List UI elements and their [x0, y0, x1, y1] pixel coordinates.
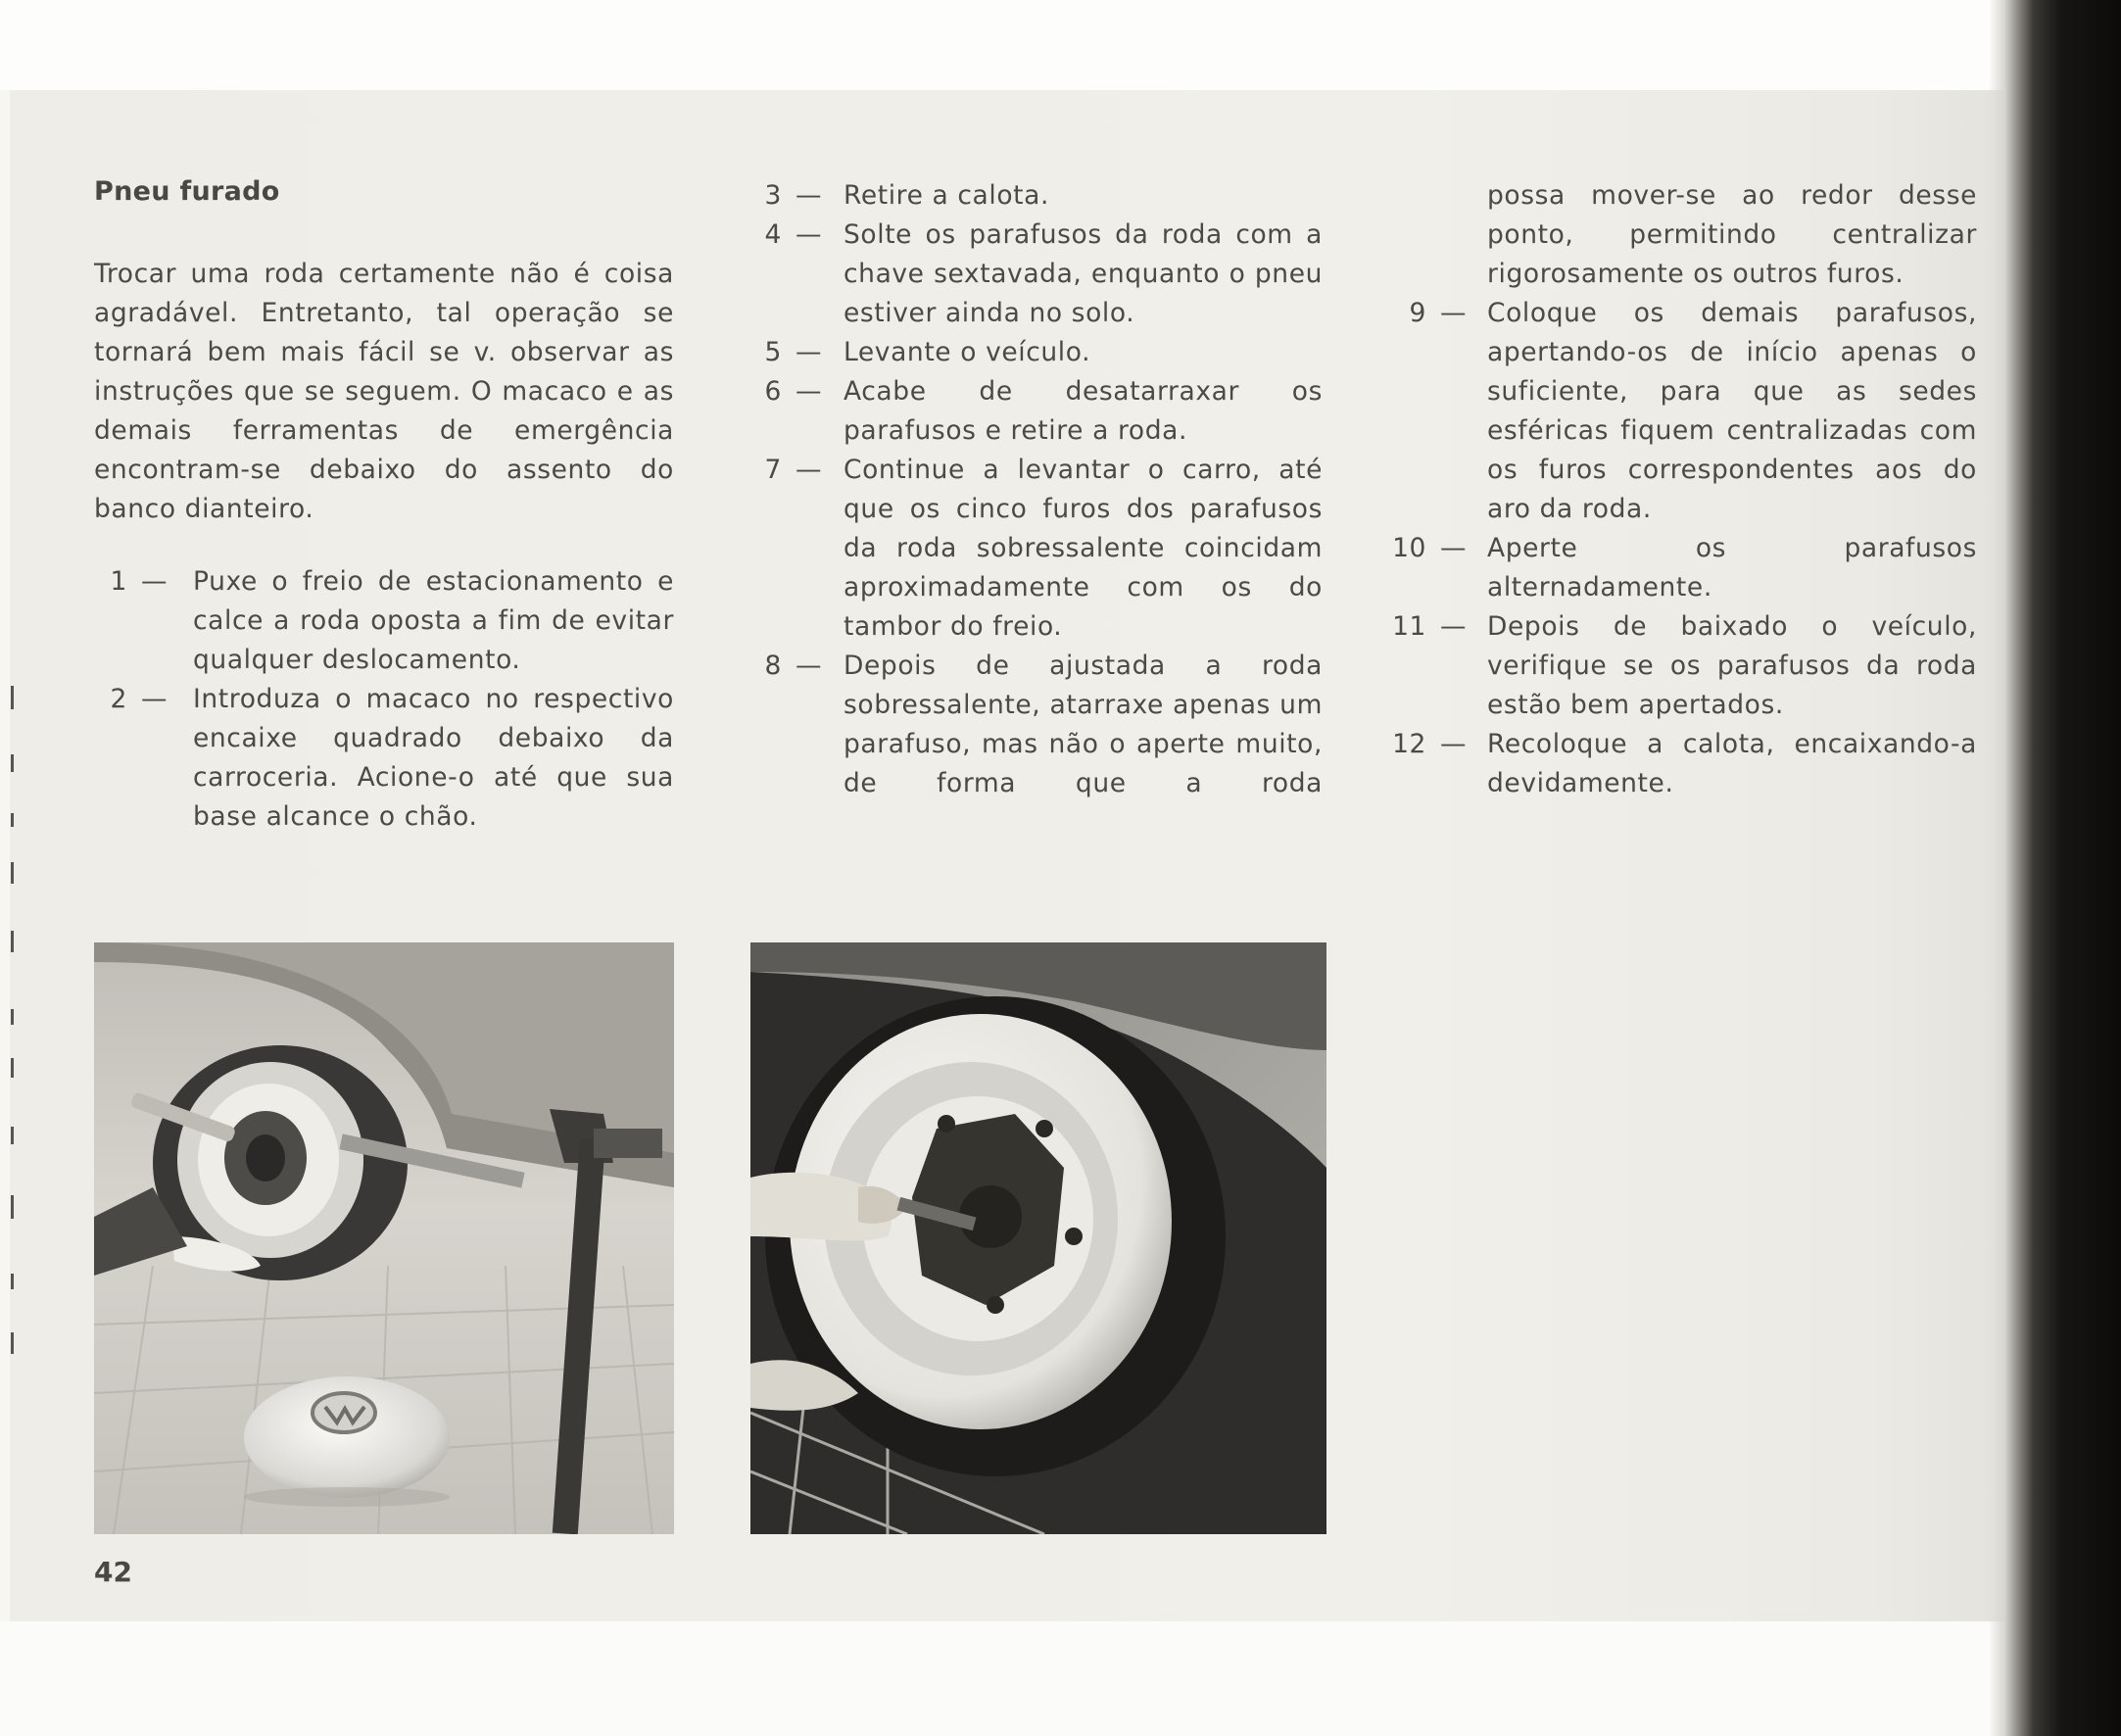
step-text: Depois de baixado o veículo, verifique se os parafusos da roda estão bem apertados. [1487, 611, 1977, 720]
step-item [1389, 725, 1977, 803]
step-text: Aperte os parafusos alternadamente. [1487, 533, 1977, 603]
step-text: possa mover-se ao redor desse ponto, permitindo centralizar rigorosamente os outros furos. [1487, 180, 1977, 289]
step-dash: — [1440, 611, 1468, 642]
step-item [1389, 607, 1977, 725]
step-item [754, 176, 1323, 216]
step-item [1389, 529, 1977, 607]
step-dash: — [795, 376, 823, 407]
step-text: Solte os parafusos da roda com a chave sextavada, enquanto o pneu estiver ainda no solo. [844, 219, 1323, 328]
step-number: 3 [764, 180, 782, 211]
scan-margin-top [0, 0, 2121, 90]
step-text: Recoloque a calota, encaixando-a devidamente. [1487, 729, 1977, 798]
margin-marks [8, 686, 18, 1372]
steps-column-3 [1389, 176, 1977, 803]
step-dash: — [795, 455, 823, 485]
step-number: 12 [1392, 729, 1426, 759]
steps-column-2 [754, 176, 1323, 803]
step-dash: — [795, 219, 823, 250]
step-item [754, 372, 1323, 451]
step-number: 10 [1392, 533, 1426, 563]
step-item [94, 562, 674, 680]
step-number: 6 [764, 376, 782, 407]
step-item [754, 647, 1323, 803]
step-text: Acabe de desatarraxar os parafusos e retire a roda. [844, 376, 1323, 446]
step-item [754, 451, 1323, 647]
step-number: 8 [764, 651, 782, 681]
step-text: Depois de ajustada a roda sobressalente, atarraxe apenas um parafuso, mas não o aperte muito, de forma que a roda [844, 651, 1323, 798]
step-dash: — [795, 651, 823, 681]
step-item [754, 333, 1323, 372]
step-dash: — [141, 566, 169, 597]
step-dash: — [141, 684, 169, 714]
step-text: Introduza o macaco no respectivo encaixe quadrado debaixo da carroceria. Acione-o até que sua base alcance o chão. [193, 684, 674, 832]
intro-paragraph: Trocar uma roda certamente não é coisa agradável. Entretanto, tal operação se tornará bem mais fácil se v. observar as instruções que se seguem. O macaco e as demais ferramentas de emergência encontram-se debaixo do assento do banco dianteiro. [94, 259, 674, 524]
step-number: 4 [764, 219, 782, 250]
section-heading: Pneu furado [94, 176, 280, 207]
step-number: 7 [764, 455, 782, 485]
step-item [94, 680, 674, 837]
step-number: 11 [1392, 611, 1426, 642]
step-text: Puxe o freio de estacionamento e calce a roda oposta a fim de evitar qualquer deslocamento. [193, 566, 674, 675]
step-dash: — [1440, 729, 1468, 759]
step-number: 2 [110, 684, 127, 714]
photo-jack-and-wheel [94, 942, 674, 1534]
step-text: Retire a calota. [844, 180, 1050, 211]
book-spine-shadow [1989, 0, 2121, 1736]
step-number: 9 [1409, 298, 1426, 328]
step-number: 1 [110, 566, 127, 597]
step-text: Coloque os demais parafusos, apertando-os de início apenas o suficiente, para que as sedes esféricas fiquem centralizadas com os furos correspondentes aos do aro da roda. [1487, 298, 1977, 524]
step-text: Continue a levantar o carro, até que os cinco furos dos parafusos da roda sobressalente coincidam aproximadamente com os do tambor do freio. [844, 455, 1323, 642]
page-number: 42 [94, 1556, 132, 1588]
photo-mounting-spare-wheel [750, 942, 1326, 1534]
step-item [1389, 294, 1977, 529]
step-item [754, 216, 1323, 333]
step-dash: — [1440, 533, 1468, 563]
steps-column-1 [94, 562, 674, 837]
step-dash: — [795, 180, 823, 211]
step-dash: — [1440, 298, 1468, 328]
step-number: 5 [764, 337, 782, 367]
step-dash: — [795, 337, 823, 367]
scan-margin-bottom [0, 1621, 2121, 1736]
step-continuation [1389, 176, 1977, 294]
step-text: Levante o veículo. [844, 337, 1091, 367]
